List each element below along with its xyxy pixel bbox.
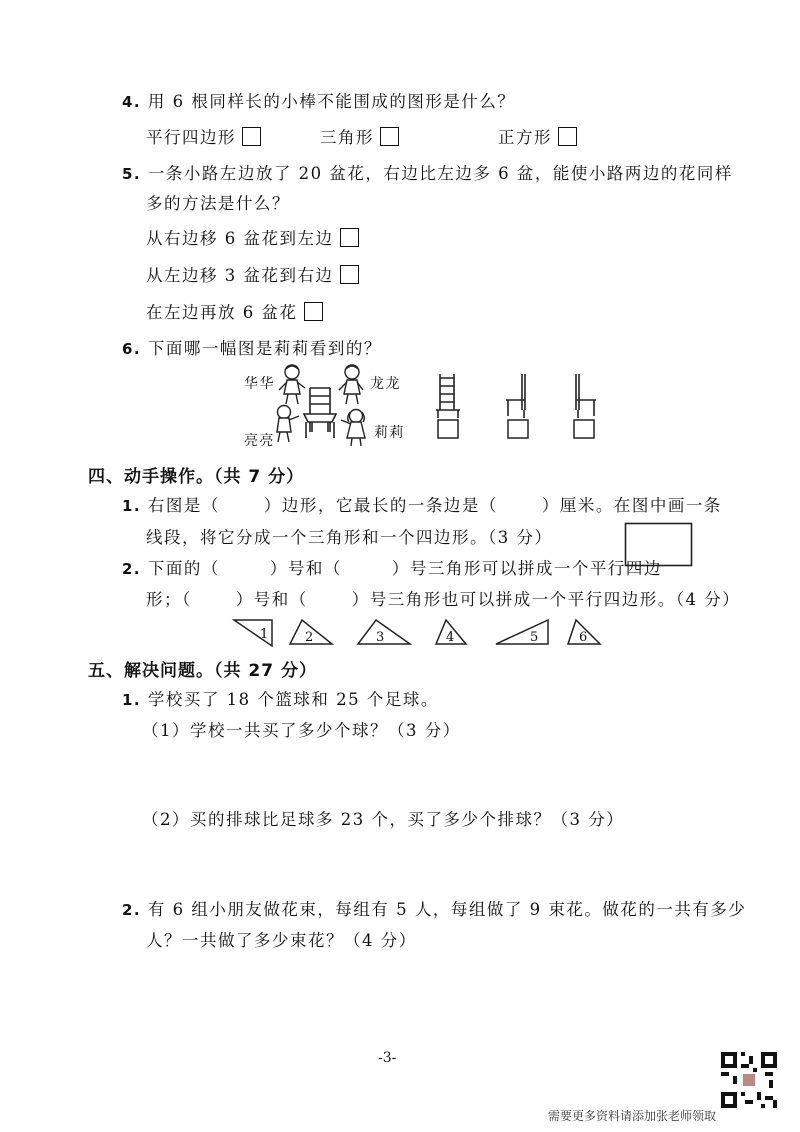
child-huahua-figure [279,365,305,404]
triangle-5-label: 5 [530,630,539,645]
q4-option-c-label: 正方形 [498,128,552,147]
s4-q2-text-f: ）号三角形也可以拼成一个平行四边形。（4 分） [351,590,741,609]
triangle-4-label: 4 [446,630,455,645]
q5-stem [122,160,733,184]
q4-number: 4. [122,93,142,111]
s4-q1-text-a: 右图是（ [147,496,220,515]
child-name-liangliang: 亮亮 [244,433,275,449]
choice-1-front-view[interactable] [430,372,466,440]
s5-q1-sub2: （2）买的排球比足球多 23 个，买了多少个排球？（3 分） [142,810,625,829]
q5-option-c-checkbox[interactable] [304,302,323,321]
choice-2-answer-box [508,420,528,438]
s5-q1-number: 1. [122,691,142,709]
child-name-lili: 莉莉 [374,425,405,441]
chair-figure [304,388,336,438]
triangle-1-label: 1 [260,627,269,642]
q5-option-a-label: 从右边移 6 盆花到左边 [146,229,334,248]
triangle-5 [496,620,548,644]
s5-q1-sub2-answer-area[interactable] [150,832,650,892]
q4-text: 用 6 根同样长的小棒不能围成的图形是什么？ [147,92,516,111]
s5-q2-number: 2. [122,901,142,919]
triangle-2-label: 2 [305,630,314,645]
s4-q2-line1 [122,555,662,579]
q5-option-c-label: 在左边再放 6 盆花 [146,303,298,322]
q6-number: 6. [122,340,142,358]
q4-stem [122,88,515,112]
section4-title: 四、动手操作。（共 7 分） [88,467,305,487]
triangles-row [230,614,610,648]
q5-option-a-checkbox[interactable] [340,228,359,247]
triangle-6-label: 6 [579,630,588,645]
s5-q1-sub1: （1）学校一共买了多少个球？（3 分） [142,721,461,740]
q4-option-a [146,124,261,148]
q4-option-a-checkbox[interactable] [242,127,261,146]
q4-option-a-label: 平行四边形 [146,128,236,147]
s4-q2-text-c: ）号三角形可以拼成一个平行四边 [391,559,662,578]
q5-option-a [146,225,359,249]
q4-option-c-checkbox[interactable] [558,127,577,146]
s5-q1-text: 学校买了 18 个篮球和 25 个足球。 [147,690,439,709]
s5-q2-line2: 人？一共做了多少束花？（4 分） [146,931,417,950]
choice-2-side-view[interactable] [500,372,536,440]
q4-option-b [320,124,399,148]
q6-stem [122,335,382,359]
q5-number: 5. [122,165,142,183]
qr-code-icon[interactable] [721,1052,777,1108]
s4-q1-line1 [122,492,722,516]
choice-1-answer-box [438,420,458,438]
q5-option-b-label: 从左边移 3 盆花到右边 [146,266,334,285]
s4-q1-text-b: ）边形，它最长的一条边是（ [263,496,498,515]
s4-q2-text-e: ）号和（ [235,590,308,609]
q5-line1: 一条小路左边放了 20 盆花，右边比左边多 6 盆，能使小路两边的花同样 [147,164,733,183]
q6-text: 下面哪一幅图是莉莉看到的？ [147,339,382,358]
q4-option-b-label: 三角形 [320,128,374,147]
q4-option-b-checkbox[interactable] [380,127,399,146]
footer-note: 需要更多资料请添加张老师领取 [548,1109,717,1123]
q5-option-b [146,262,359,286]
s4-q1-text-c: ）厘米。在图中画一条 [541,496,722,515]
s5-q1-stem [122,686,439,710]
q5-line2: 多的方法是什么？ [146,194,290,213]
s4-q2-number: 2. [122,560,142,578]
section5-title: 五、解决问题。（共 27 分） [88,661,317,681]
child-longlong-figure [339,365,363,404]
child-liangliang-figure [277,406,299,443]
child-lili-figure [341,410,365,447]
s4-q2-text-d: 形；（ [146,590,192,609]
choice-3-side-view[interactable] [566,372,602,440]
s4-q1-number: 1. [122,497,142,515]
s4-q2-line2 [146,586,740,610]
chair-scene-illustration [270,360,380,455]
s4-q2-text-a: 下面的（ [147,559,220,578]
q5-option-b-checkbox[interactable] [340,265,359,284]
qr-center-avatar [743,1074,755,1086]
child-name-longlong: 龙龙 [370,376,401,392]
s5-q2-text-line1: 有 6 组小朋友做花束，每组有 5 人，每组做了 9 束花。做花的一共有多少 [147,900,747,919]
s4-q1-line2: 线段，将它分成一个三角形和一个四边形。（3 分） [146,528,553,547]
page-number: -3- [378,1050,397,1066]
child-name-huahua: 华华 [244,376,275,392]
triangles-group [234,620,600,646]
triangle-3-label: 3 [376,630,385,645]
s4-q2-text-b: ）号和（ [269,559,342,578]
choice-3-answer-box [574,420,594,438]
s5-q2-line1 [122,896,746,920]
s5-q1-sub1-answer-area[interactable] [150,742,650,802]
s5-q2-answer-area[interactable] [150,956,650,1036]
q4-option-c [498,124,577,148]
q5-option-c [146,299,323,323]
